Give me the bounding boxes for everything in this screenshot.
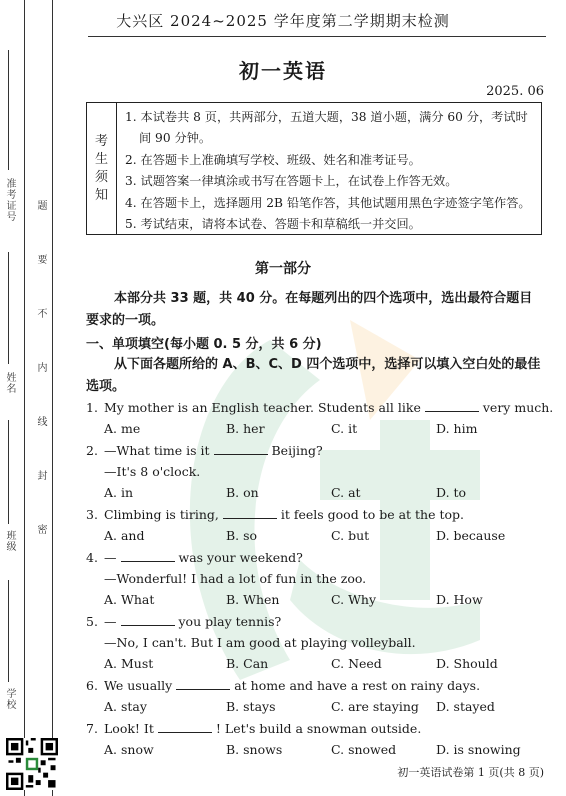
option-c: C. snowed — [331, 742, 397, 757]
option-a: A. in — [104, 485, 134, 500]
answer-blank — [121, 549, 175, 562]
question-text: — — [104, 614, 117, 629]
question-text: you play tennis? — [178, 614, 282, 629]
question-text: at home and have a rest on rainy days. — [234, 678, 481, 693]
qr-code-icon — [6, 738, 58, 790]
option-b: B. Can — [226, 656, 269, 671]
seal-word: 不 — [35, 308, 46, 318]
school-label: 学校 — [4, 688, 15, 710]
notice-item: 1. 本试卷共 8 页，共两部分，五道大题，38 道小题，满分 60 分，考试时间 90 分钟。 — [125, 110, 528, 146]
part-intro: 本部分共 33 题，共 40 分。在每题列出的四个选项中，选出最符合题目要求的一项。 — [86, 291, 533, 328]
section-title: 一、单项填空(每小题 0. 5 分，共 6 分) — [86, 337, 322, 352]
question-text: Look! It — [104, 721, 154, 736]
notice-item: 3. 试题答案一律填涂或书写在答题卡上，在试卷上作答无效。 — [125, 174, 458, 189]
question-text: —No, I can't. But I am good at playing volleyball. — [104, 635, 416, 650]
question-text: —Wonderful! I had a lot of fun in the zoo. — [104, 571, 367, 586]
answer-blank — [176, 677, 230, 690]
seal-word: 线 — [35, 416, 46, 426]
option-b: B. When — [226, 592, 280, 607]
option-a: A. and — [104, 528, 145, 543]
option-a: A. Must — [104, 656, 154, 671]
subject-title: 初一英语 — [239, 59, 327, 83]
class-line[interactable] — [8, 420, 9, 524]
notice-items — [125, 107, 535, 235]
seal-word: 内 — [35, 362, 46, 372]
question-1 — [86, 397, 554, 439]
question-text: it feels good to be at the top. — [280, 507, 464, 522]
option-c: C. but — [331, 528, 370, 543]
option-d: D. How — [436, 592, 483, 607]
question-text: — — [104, 550, 117, 565]
option-b: B. stays — [226, 699, 276, 714]
option-b: B. snows — [226, 742, 283, 757]
question-2 — [86, 440, 544, 503]
question-text: very much. — [482, 400, 554, 415]
page-footer: 初一英语试卷第 1 页(共 8 页) — [397, 766, 544, 779]
option-b: B. on — [226, 485, 259, 500]
question-7 — [86, 718, 544, 760]
option-c: C. are staying — [331, 699, 419, 714]
seal-word: 题 — [35, 200, 46, 210]
question-number: 1. — [86, 400, 98, 415]
option-d: D. stayed — [436, 699, 495, 714]
question-number: 5. — [86, 614, 98, 629]
option-b: B. so — [226, 528, 258, 543]
option-a: A. me — [104, 421, 141, 436]
notice-item: 4. 在答题卡上，选择题用 2B 铅笔作答，其他试题用黑色字迹签字笔作答。 — [125, 195, 531, 210]
option-a: A. snow — [104, 742, 154, 757]
option-d: D. because — [436, 528, 506, 543]
answer-blank — [121, 613, 175, 626]
option-c: C. at — [331, 485, 361, 500]
question-text: My mother is an English teacher. Students all like — [104, 400, 421, 415]
answer-blank — [223, 506, 277, 519]
question-3 — [86, 504, 544, 546]
school-line[interactable] — [8, 580, 9, 682]
option-c: C. Why — [331, 592, 377, 607]
question-number: 3. — [86, 507, 98, 522]
notice-item: 2. 在答题卡上准确填写学校、班级、姓名和准考证号。 — [125, 152, 421, 167]
question-5 — [86, 611, 544, 674]
notice-item: 5. 考试结束，请将本试卷、答题卡和草稿纸一并交回。 — [125, 217, 421, 232]
question-text: Beijing? — [271, 443, 323, 458]
question-text: Climbing is tiring, — [104, 507, 219, 522]
question-text: —What time is it — [104, 443, 210, 458]
seal-word: 要 — [35, 254, 46, 264]
option-a: A. stay — [104, 699, 147, 714]
seal-word: 封 — [35, 470, 46, 480]
answer-blank — [158, 720, 212, 733]
header-divider — [88, 36, 546, 37]
option-d: D. Should — [436, 656, 498, 671]
answer-blank — [214, 442, 268, 455]
option-a: A. What — [104, 592, 155, 607]
question-6 — [86, 675, 544, 717]
option-b: B. her — [226, 421, 265, 436]
binding-rule-outer — [24, 0, 25, 796]
question-4 — [86, 547, 544, 610]
question-text: We usually — [104, 678, 173, 693]
binding-rule-inner — [52, 0, 53, 796]
name-label: 姓名 — [4, 372, 15, 394]
question-number: 4. — [86, 550, 98, 565]
question-text: ! Let's build a snowman outside. — [215, 721, 422, 736]
notice-label-char: 考 — [94, 133, 108, 149]
notice-label-char: 知 — [94, 187, 108, 203]
option-d: D. him — [436, 421, 478, 436]
seal-word: 密 — [35, 524, 46, 534]
class-label: 班级 — [4, 530, 15, 552]
question-number: 6. — [86, 678, 98, 693]
part-title: 第一部分 — [255, 261, 311, 277]
question-text: —It's 8 o'clock. — [104, 464, 201, 479]
question-text: was your weekend? — [178, 550, 303, 565]
section-intro: 从下面各题所给的 A、B、C、D 四个选项中，选择可以填入空白处的最佳选项。 — [86, 357, 541, 394]
option-c: C. Need — [331, 656, 382, 671]
notice-label-char: 生 — [94, 151, 108, 167]
exam-notice-box — [86, 102, 542, 235]
option-d: D. to — [436, 485, 467, 500]
notice-label-char: 须 — [94, 169, 108, 185]
question-number: 7. — [86, 721, 98, 736]
exam-date: 2025. 06 — [486, 84, 544, 99]
id-number-label: 准考证号 — [4, 178, 15, 222]
answer-blank — [425, 399, 479, 412]
option-c: C. it — [331, 421, 358, 436]
notice-label — [87, 103, 117, 234]
exam-title: 大兴区 2024~2025 学年度第二学期期末检测 — [116, 12, 450, 30]
question-number: 2. — [86, 443, 98, 458]
option-d: D. is snowing — [436, 742, 521, 757]
